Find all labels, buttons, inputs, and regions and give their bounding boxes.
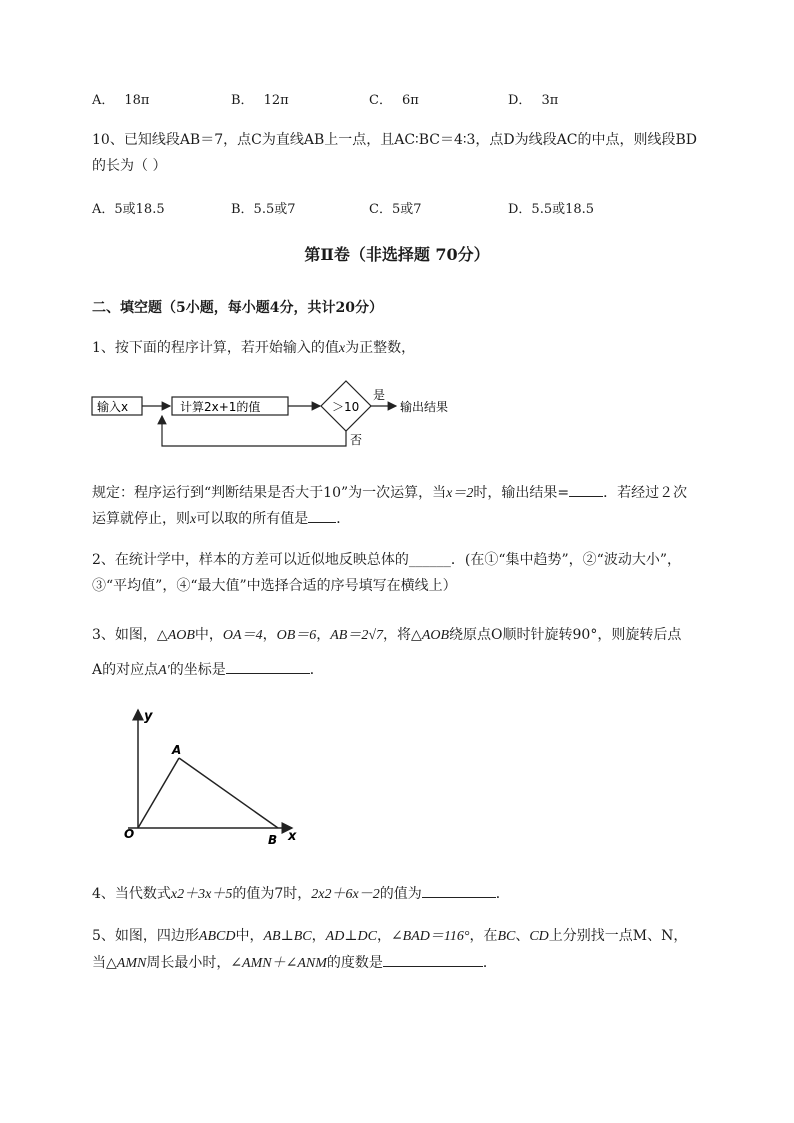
q9-option-d: D． 3π	[508, 93, 559, 108]
section2-heading: 二、填空题（5小题，每小题4分，共计20分）	[92, 300, 383, 316]
fq2-stem-line2: ③“平均值”，④“最大值”中选择合适的序号填写在横线上）	[92, 578, 457, 594]
q9-option-a: A． 18π	[92, 93, 150, 108]
q10-stem-line2: 的长为（ ）	[92, 158, 167, 174]
triangle-aob-figure	[110, 700, 310, 850]
fq5-stem-line2: 当△AMN周长最小时，∠AMN＋∠ANM的度数是 ．	[92, 952, 497, 974]
flow-loop-back	[162, 416, 346, 446]
fq3-stem-line1: 3、如图，△AOB中，OA＝4，OB＝6，AB＝2√7，将△AOB绕原点O顺时针旋转90°，则旋转后点	[92, 627, 682, 643]
fq2-stem-line1: 2、在统计学中，样本的方差可以近似地反映总体的______．(在①“集中趋势”，②“波动大小”，	[92, 552, 681, 568]
fq1-answer-blank-2[interactable]	[308, 508, 336, 523]
point-a-label: A	[172, 743, 182, 757]
q10-option-c: C．5或7	[369, 202, 422, 217]
segment-oa	[138, 758, 179, 828]
fq1-answer-blank-1[interactable]	[569, 482, 603, 497]
q9-option-c: C． 6π	[369, 93, 419, 108]
q10-option-b: B．5.5或7	[231, 202, 296, 217]
fq1-rule-line1: 规定：程序运行到“判断结果是否大于10”为一次运算，当x＝2时，输出结果= ．若经过２次	[92, 482, 687, 504]
fq4-stem: 4、当代数式x2＋3x＋5的值为7时，2x2＋6x－2的值为 ．	[92, 883, 510, 905]
segment-ab	[179, 758, 278, 828]
q10-option-d: D．5.5或18.5	[508, 202, 595, 217]
flow-yes-label: 是	[373, 388, 386, 402]
q10-option-a: A．5或18.5	[92, 202, 165, 217]
program-flowchart	[88, 378, 468, 450]
point-o-label: O	[124, 827, 135, 841]
fq5-stem-line1: 5、如图，四边形ABCD中，AB⊥BC，AD⊥DC，∠BAD＝116°，在BC、CD上分别找一点M、N，	[92, 928, 688, 944]
q9-option-b: B． 12π	[231, 93, 289, 108]
flow-decision-text: ＞10	[332, 400, 360, 414]
fq3-answer-blank[interactable]	[226, 659, 310, 674]
fq4-answer-blank[interactable]	[422, 883, 496, 898]
flow-compute-text: 计算2x+1的值	[180, 400, 261, 414]
fq1-rule-line2: 运算就停止，则x可以取的所有值是 ．	[92, 508, 350, 530]
part2-title: 第Ⅱ卷（非选择题 70分）	[304, 245, 490, 264]
q10-stem-line1: 10、已知线段AB＝7，点C为直线AB上一点，且AC∶BC＝4∶3，点D为线段AC的中点，则线段BD	[92, 132, 697, 148]
point-b-label: B	[268, 833, 278, 847]
flow-output-text: 输出结果	[400, 400, 449, 414]
flow-input-text: 输入x	[97, 400, 129, 414]
flow-no-label: 否	[350, 433, 363, 447]
y-axis-label: y	[144, 709, 153, 724]
x-axis-label: x	[288, 829, 297, 844]
fq3-stem-line2: A的对应点A′的坐标是 ．	[92, 659, 324, 681]
fq1-intro: 1、按下面的程序计算，若开始输入的值x为正整数，	[92, 340, 416, 356]
fq5-answer-blank[interactable]	[383, 952, 483, 967]
